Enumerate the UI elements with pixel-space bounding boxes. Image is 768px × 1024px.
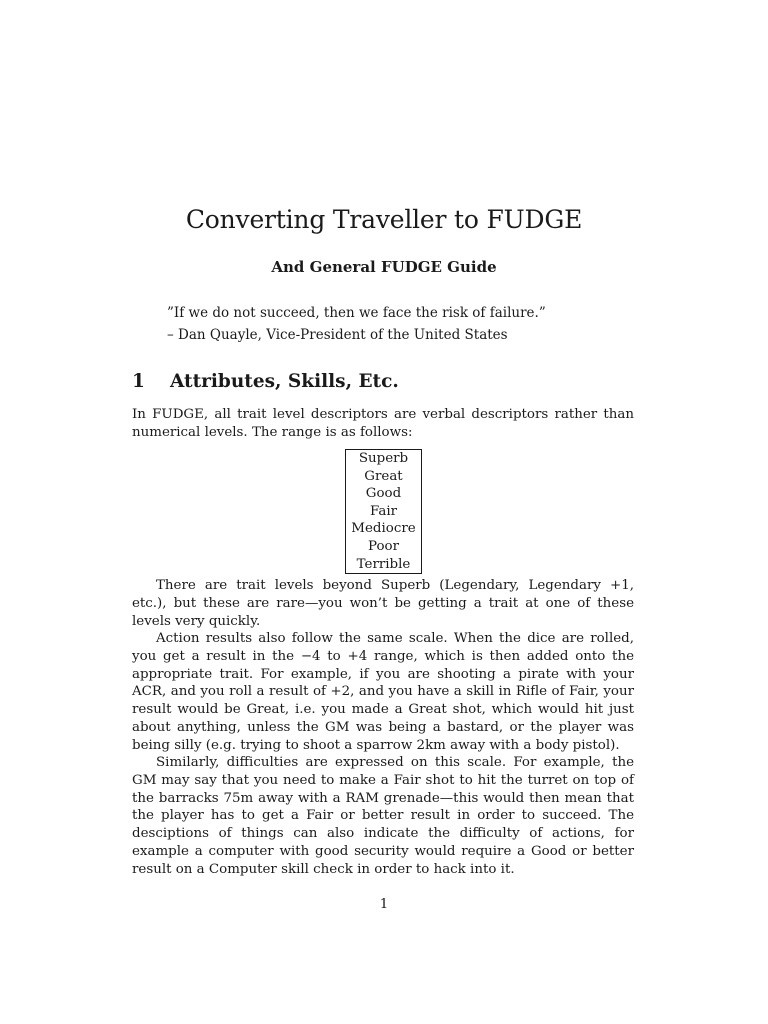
epigraph-quote: ”If we do not succeed, then we face the risk of failure.”	[167, 305, 546, 321]
paragraph: Similarly, difficulties are expressed on this scale. For example, the GM may say that you need to make a Fair shot to hit the turret on top of the barracks 75m away with a RAM grenade—this would then mean that the player has to get a Fair or better result in order to succeed. The desciptions of things can also indicate the difficulty of actions, for example a computer with good security would require a Good or better result on a Computer skill check in order to hack into it.	[132, 755, 634, 877]
trait-level-item: Good	[365, 486, 402, 502]
trait-level-item: Superb	[358, 451, 409, 466]
document-title: Converting Traveller to FUDGE	[185, 205, 583, 234]
paragraph-block	[132, 577, 634, 630]
trait-level-item: Mediocre	[351, 521, 416, 537]
paragraph-block	[132, 754, 634, 879]
section-title: Attributes, Skills, Etc.	[170, 371, 399, 392]
paragraph-intro	[132, 406, 634, 442]
page-number: 1	[379, 897, 389, 912]
section-number: 1	[132, 371, 145, 392]
paragraph: In FUDGE, all trait level descriptors are verbal descriptors rather than numerical levels. The range is as follows:	[132, 407, 634, 440]
paragraph-block	[132, 630, 634, 755]
trait-level-item: Poor	[368, 538, 399, 554]
epigraph-attribution: – Dan Quayle, Vice-President of the United States	[167, 327, 508, 343]
trait-level-item: Fair	[369, 503, 398, 519]
section-heading	[132, 368, 399, 396]
trait-level-item: Terrible	[356, 556, 411, 572]
epigraph	[167, 302, 546, 346]
trait-level-scale	[345, 449, 422, 574]
paragraph: There are trait levels beyond Superb (Legendary, Legendary +1, etc.), but these are rare—you won’t be getting a trait at one of these levels very quickly.	[132, 578, 634, 629]
trait-level-item: Great	[364, 468, 403, 484]
document-subtitle: And General FUDGE Guide	[271, 258, 497, 276]
paragraph: Action results also follow the same scale. When the dice are rolled, you get a result in the −4 to +4 range, which is then added onto the appropriate trait. For example, if you are shooting a pirate with your ACR, and you roll a result of +2, and you have a skill in Rifle of Fair, your result would be Great, i.e. you made a Great shot, which would hit just about anything, unless the GM was being a bastard, or the player was being silly (e.g. trying to shoot a sparrow 2km away with a body pistol).	[132, 631, 634, 753]
